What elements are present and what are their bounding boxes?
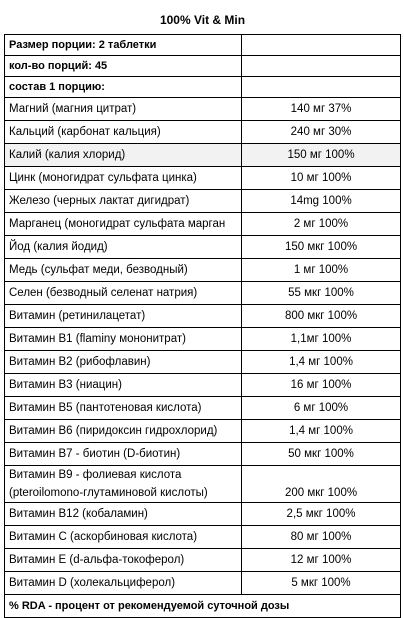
table-row bbox=[5, 259, 401, 282]
table-row bbox=[5, 144, 401, 167]
serving-size-empty-cell bbox=[242, 35, 401, 56]
table-row bbox=[5, 213, 401, 236]
nutrient-name: Железо (черных лактат дигидрат) bbox=[5, 190, 242, 213]
nutrient-value: 55 мкг 100% bbox=[242, 282, 401, 305]
composition-row bbox=[5, 77, 401, 98]
nutrient-value: 6 мг 100% bbox=[242, 397, 401, 420]
footnote-text: % RDA - процент от рекомендуемой суточной дозы bbox=[5, 595, 401, 618]
nutrient-value: 240 мг 30% bbox=[242, 121, 401, 144]
nutrient-name: Витамин B6 (пиридоксин гидрохлорид) bbox=[5, 420, 242, 443]
table-row bbox=[5, 190, 401, 213]
table-row bbox=[5, 167, 401, 190]
table-title: 100% Vit & Min bbox=[159, 13, 246, 27]
servings-count-label: кол-во порций: 45 bbox=[5, 56, 242, 77]
composition-label: состав 1 порцию: bbox=[5, 77, 242, 98]
nutrient-value: 2 мг 100% bbox=[242, 213, 401, 236]
nutrient-name: Витамин B2 (рибофлавин) bbox=[5, 351, 242, 374]
nutrient-name: Витамин B9 - фолиевая кислота (pteroilomono-глутаминовой кислоты) bbox=[5, 466, 242, 503]
nutrient-value: 80 мг 100% bbox=[242, 526, 401, 549]
servings-count-row bbox=[5, 56, 401, 77]
nutrient-name: Витамин E (d-альфа-токоферол) bbox=[5, 549, 242, 572]
nutrient-name: Витамин B7 - биотин (D-биотин) bbox=[5, 443, 242, 466]
nutrient-name: Калий (калия хлорид) bbox=[5, 144, 242, 167]
nutrient-name: Витамин C (аскорбиновая кислота) bbox=[5, 526, 242, 549]
nutrient-value: 150 мг 100% bbox=[242, 144, 401, 167]
table-row bbox=[5, 374, 401, 397]
nutrient-value: 5 мкг 100% bbox=[242, 572, 401, 595]
nutrient-value: 12 мг 100% bbox=[242, 549, 401, 572]
table-row bbox=[5, 98, 401, 121]
nutrient-name: Витамин B1 (flaminy мононитрат) bbox=[5, 328, 242, 351]
table-row bbox=[5, 282, 401, 305]
nutrient-value: 800 мкг 100% bbox=[242, 305, 401, 328]
servings-count-empty-cell bbox=[242, 56, 401, 77]
nutrient-value: 10 мг 100% bbox=[242, 167, 401, 190]
nutrient-value: 50 мкг 100% bbox=[242, 443, 401, 466]
title-row bbox=[5, 6, 401, 35]
table-row bbox=[5, 466, 401, 503]
table-row bbox=[5, 236, 401, 259]
nutrient-name: Магний (магния цитрат) bbox=[5, 98, 242, 121]
nutrient-value: 1,4 мг 100% bbox=[242, 420, 401, 443]
table-row bbox=[5, 526, 401, 549]
nutrient-value: 14mg 100% bbox=[242, 190, 401, 213]
table-row bbox=[5, 503, 401, 526]
table-row bbox=[5, 572, 401, 595]
table-row bbox=[5, 121, 401, 144]
nutrient-value: 1 мг 100% bbox=[242, 259, 401, 282]
table-row bbox=[5, 549, 401, 572]
nutrient-value: 2,5 мкг 100% bbox=[242, 503, 401, 526]
nutrient-value: 150 мкг 100% bbox=[242, 236, 401, 259]
nutrient-value: 1,4 мг 100% bbox=[242, 351, 401, 374]
nutrient-name: Йод (калия йодид) bbox=[5, 236, 242, 259]
nutrient-value: 16 мг 100% bbox=[242, 374, 401, 397]
table-row bbox=[5, 305, 401, 328]
table-row bbox=[5, 351, 401, 374]
nutrient-name: Цинк (моногидрат сульфата цинка) bbox=[5, 167, 242, 190]
nutrient-value: 1,1мг 100% bbox=[242, 328, 401, 351]
nutrition-sheet bbox=[4, 6, 400, 618]
nutrient-name: Кальций (карбонат кальция) bbox=[5, 121, 242, 144]
nutrient-value: 140 мг 37% bbox=[242, 98, 401, 121]
footnote-row bbox=[5, 595, 401, 618]
nutrient-name: Витамин D (холекальциферол) bbox=[5, 572, 242, 595]
table-row bbox=[5, 420, 401, 443]
nutrient-name: Витамин B5 (пантотеновая кислота) bbox=[5, 397, 242, 420]
nutrient-name: Витамин B12 (кобаламин) bbox=[5, 503, 242, 526]
serving-size-row bbox=[5, 35, 401, 56]
serving-size-label: Размер порции: 2 таблетки bbox=[5, 35, 242, 56]
nutrient-name: Селен (безводный селенат натрия) bbox=[5, 282, 242, 305]
table-row bbox=[5, 328, 401, 351]
nutrient-name: Марганец (моногидрат сульфата марган bbox=[5, 213, 242, 236]
nutrient-name: Витамин B3 (ниацин) bbox=[5, 374, 242, 397]
composition-empty-cell bbox=[242, 77, 401, 98]
nutrition-table bbox=[4, 6, 401, 618]
table-row bbox=[5, 397, 401, 420]
nutrient-name: Медь (сульфат меди, безводный) bbox=[5, 259, 242, 282]
nutrient-name: Витамин (ретинилацетат) bbox=[5, 305, 242, 328]
nutrient-value: 200 мкг 100% bbox=[242, 466, 401, 503]
table-row bbox=[5, 443, 401, 466]
